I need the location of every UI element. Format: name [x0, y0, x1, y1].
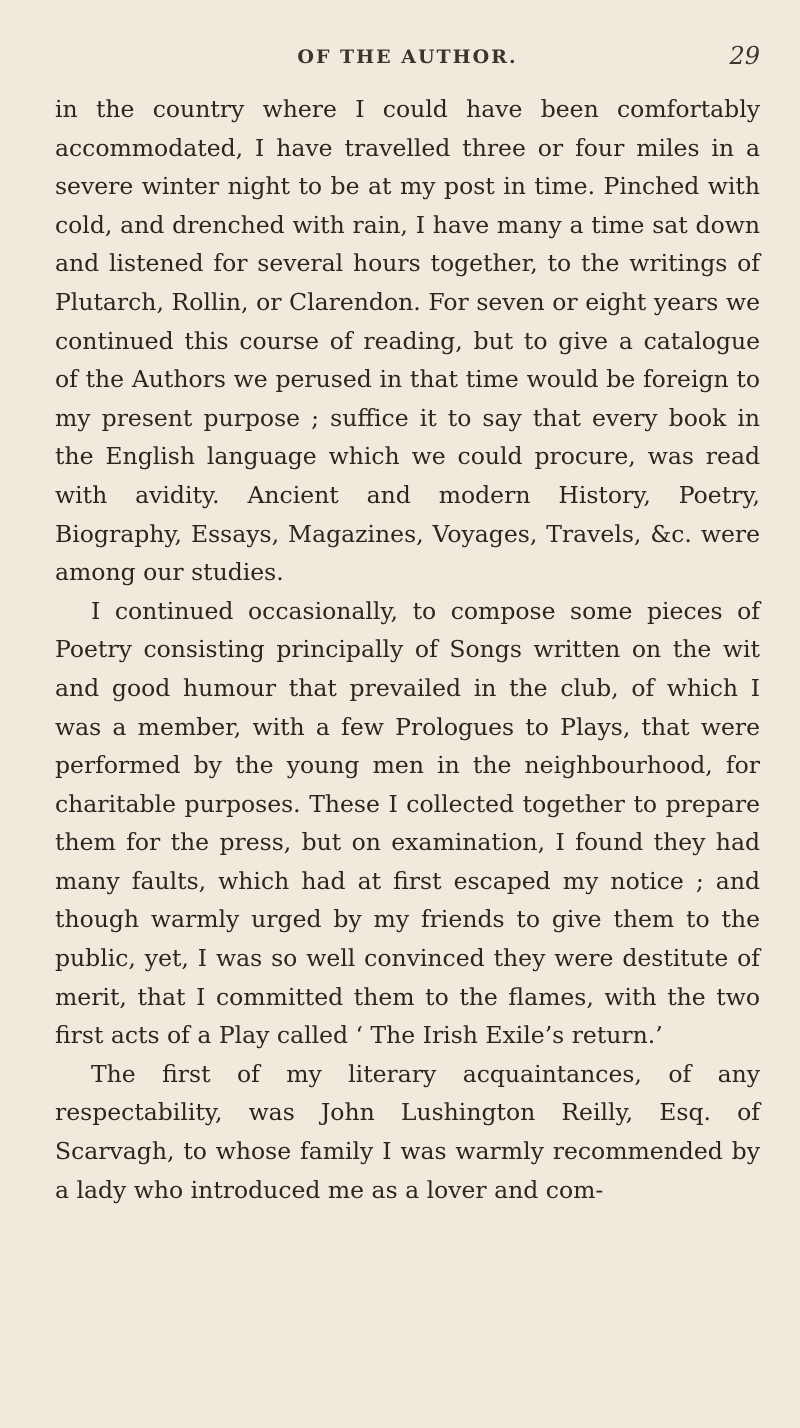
body-text: [55, 90, 760, 1209]
running-head: [55, 0, 760, 90]
running-title: OF THE AUTHOR.: [297, 46, 518, 68]
page-number: 29: [729, 42, 760, 70]
paragraph-3: The first of my literary acquaintances, of any respectability, was John Lushington Reilly, Esq. of Scarvagh, to whose family I was warmly recommended by a lady who introduced me as a lover and com-: [55, 1059, 760, 1204]
paragraph-1: in the country where I could have been comfortably accommodated, I have travelled three or four miles in a severe winter night to be at my post in time. Pinched with cold, and drenched with rain, I have many a time sat down and listened for several hours together, to the writings of Plutarch, Rollin, or Clarendon. For seven or eight years we continued this course of reading, but to give a catalogue of the Authors we perused in that time would be foreign to my present purpose ; suffice it to say that every book in the English language which we could procure, was read with avidity. Ancient and modern History, Poetry, Biography, Essays, Magazines, Voyages, Travels, &c. were among our studies.: [55, 95, 760, 587]
paragraph-2: I continued occasionally, to compose some pieces of Poetry consisting principally of Songs written on the wit and good humour that prevailed in the club, of which I was a member, with a few Prologues to Plays, that were performed by the young men in the neighbourhood, for charitable purposes. These I collected together to prepare them for the press, but on examination, I found they had many faults, which had at first escaped my notice ; and though warmly urged by my friends to give them to the public, yet, I was so well convinced they were destitute of merit, that I committed them to the flames, with the two first acts of a Play called ‘ The Irish Exile’s return.’: [55, 596, 760, 1050]
